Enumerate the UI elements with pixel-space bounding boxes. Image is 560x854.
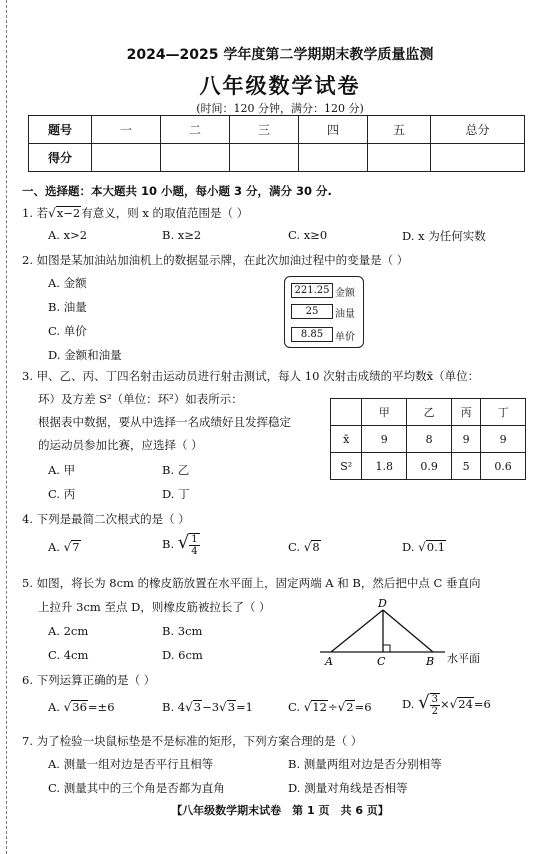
amount-value: 221.25 bbox=[291, 283, 333, 298]
score-input-cell bbox=[299, 144, 368, 172]
section-heading: 一、选择题：本大题共 10 小题，每小题 3 分，满分 30 分. bbox=[22, 184, 332, 198]
question-3 bbox=[22, 368, 479, 384]
option-b: B. x≥2 bbox=[162, 228, 202, 242]
option-b: B. 3cm bbox=[162, 624, 203, 638]
question-text: 下列运算正确的是（ ） bbox=[36, 673, 156, 687]
option-a: A. √36=±6 bbox=[48, 700, 115, 714]
page-footer: 【八年级数学期末试卷 第 1 页 共 6 页】 bbox=[171, 804, 389, 817]
question-text: 甲、乙、丙、丁四名射击运动员进行射击测试，每人 10 次射击成绩的平均数x̄（单位： bbox=[36, 369, 480, 383]
question-6 bbox=[22, 672, 155, 688]
option-a: A. √7 bbox=[48, 540, 80, 554]
score-table-header-row bbox=[29, 116, 525, 144]
label-d: D bbox=[378, 598, 387, 610]
option-a: A. 2cm bbox=[48, 624, 89, 638]
option-a: A. 测量一组对边是否平行且相等 bbox=[48, 757, 214, 771]
option-b: B. 油量 bbox=[48, 300, 87, 314]
table-cell: 9 bbox=[452, 426, 481, 453]
table-cell: x̄ bbox=[331, 426, 362, 453]
score-table bbox=[28, 115, 525, 172]
radicand: x−2 bbox=[56, 206, 81, 220]
question-number: 3. bbox=[22, 369, 33, 383]
question-2 bbox=[22, 252, 408, 268]
table-cell: 丁 bbox=[481, 399, 526, 426]
label-b: B bbox=[426, 655, 435, 668]
question-7 bbox=[22, 733, 362, 749]
table-cell: 0.9 bbox=[407, 453, 452, 480]
option-c: C. 4cm bbox=[48, 648, 89, 662]
table-cell: 甲 bbox=[362, 399, 407, 426]
score-input-cell bbox=[368, 144, 431, 172]
option-c: C. √12÷√2=6 bbox=[288, 700, 372, 714]
price-value: 8.85 bbox=[291, 327, 333, 342]
right-angle-mark bbox=[383, 645, 390, 652]
option-d: D. 金额和油量 bbox=[48, 348, 122, 362]
score-input-cell bbox=[431, 144, 525, 172]
table-row bbox=[331, 399, 526, 426]
segment-ad bbox=[331, 610, 383, 652]
question-text: 如图是某加油站加油机上的数据显示牌，在此次加油过程中的变量是（ ） bbox=[36, 253, 409, 267]
binding-margin-line bbox=[6, 0, 7, 854]
option-d: D. 测量对角线是否相等 bbox=[288, 781, 408, 795]
option-d: D. √0.1 bbox=[402, 540, 446, 554]
table-cell: 5 bbox=[452, 453, 481, 480]
question-text: 有意义，则 x 的取值范围是（ ） bbox=[81, 206, 249, 220]
table-cell: 丙 bbox=[452, 399, 481, 426]
amount-label: 金额 bbox=[335, 288, 355, 299]
exam-subtitle: 八年级数学试卷 bbox=[199, 73, 361, 98]
question-text: 上拉升 3cm 至点 D，则橡皮筋被拉长了（ ） bbox=[38, 600, 271, 614]
score-input-cell bbox=[161, 144, 230, 172]
question-text: 下列是最简二次根式的是（ ） bbox=[36, 512, 190, 526]
score-input-cell bbox=[92, 144, 161, 172]
table-row bbox=[331, 453, 526, 480]
question-1: 1. 若√x−2有意义，则 x 的取值范围是（ ） bbox=[22, 206, 249, 220]
table-cell: 1.8 bbox=[362, 453, 407, 480]
exam-title: 2024—2025 学年度第二学期期末教学质量监测 bbox=[126, 47, 434, 63]
option-b: B. 乙 bbox=[162, 463, 190, 477]
label-surface: 水平面 bbox=[447, 652, 480, 665]
table-cell bbox=[331, 399, 362, 426]
volume-label: 油量 bbox=[335, 309, 355, 320]
score-table-cell: 题号 bbox=[29, 116, 92, 144]
table-cell: 乙 bbox=[407, 399, 452, 426]
option-b: B. √ $\frac{1}{4}$ bbox=[162, 532, 198, 557]
question-text: 的运动员参加比赛，应选择（ ） bbox=[38, 438, 203, 452]
option-d: D. 6cm bbox=[162, 648, 203, 662]
option-c: C. 丙 bbox=[48, 487, 76, 501]
question-number: 4. bbox=[22, 512, 33, 526]
label-c: C bbox=[377, 655, 386, 668]
question-number: 1. bbox=[22, 206, 33, 220]
rubber-band-diagram bbox=[315, 598, 495, 672]
volume-value: 25 bbox=[291, 304, 333, 319]
question-number: 7. bbox=[22, 734, 33, 748]
option-d: D. x 为任何实数 bbox=[402, 229, 486, 243]
question-number: 6. bbox=[22, 673, 33, 687]
exam-info: (时间：120 分钟，满分：120 分) bbox=[196, 102, 364, 115]
option-d: D. √ $\frac{3}{2}$ ×√24=6 bbox=[402, 692, 491, 717]
option-c: C. 单价 bbox=[48, 324, 87, 338]
question-number: 5. bbox=[22, 576, 33, 590]
question-5 bbox=[22, 575, 480, 591]
score-table-cell: 二 bbox=[161, 116, 230, 144]
table-cell: 0.6 bbox=[481, 453, 526, 480]
option-b: B. 测量两组对边是否分别相等 bbox=[288, 757, 442, 771]
question-text: 若 bbox=[36, 206, 49, 220]
option-a: A. 金额 bbox=[48, 276, 87, 290]
option-c: C. √8 bbox=[288, 540, 320, 554]
option-a: A. x>2 bbox=[48, 228, 88, 242]
question-4 bbox=[22, 511, 190, 527]
table-cell: 9 bbox=[481, 426, 526, 453]
score-table-cell: 四 bbox=[299, 116, 368, 144]
question-number: 2. bbox=[22, 253, 33, 267]
option-b: B. 4√3−3√3=1 bbox=[162, 700, 253, 714]
fuel-pump-display bbox=[284, 276, 364, 348]
option-c: C. x≥0 bbox=[288, 228, 328, 242]
shooting-stats-table bbox=[330, 398, 526, 480]
label-a: A bbox=[325, 655, 333, 668]
question-text: 为了检验一块鼠标垫是不是标准的矩形，下列方案合理的是（ ） bbox=[36, 734, 363, 748]
table-cell: 8 bbox=[407, 426, 452, 453]
option-a: A. 甲 bbox=[48, 463, 76, 477]
score-table-cell: 得分 bbox=[29, 144, 92, 172]
question-text: 根据表中数据，要从中选择一名成绩好且发挥稳定 bbox=[38, 415, 291, 429]
price-label: 单价 bbox=[335, 332, 355, 343]
table-row bbox=[331, 426, 526, 453]
score-table-cell: 三 bbox=[230, 116, 299, 144]
option-d: D. 丁 bbox=[162, 487, 190, 501]
table-cell: 9 bbox=[362, 426, 407, 453]
score-input-cell bbox=[230, 144, 299, 172]
score-table-cell: 一 bbox=[92, 116, 161, 144]
score-table-cell: 五 bbox=[368, 116, 431, 144]
score-table-score-row bbox=[29, 144, 525, 172]
score-table-cell: 总分 bbox=[431, 116, 525, 144]
option-c: C. 测量其中的三个角是否都为直角 bbox=[48, 781, 225, 795]
table-cell: S² bbox=[331, 453, 362, 480]
question-text: 环）及方差 S²（单位：环²）如表所示： bbox=[38, 392, 243, 406]
question-text: 如图，将长为 8cm 的橡皮筋放置在水平面上，固定两端 A 和 B，然后把中点 C 垂直向 bbox=[36, 576, 481, 590]
